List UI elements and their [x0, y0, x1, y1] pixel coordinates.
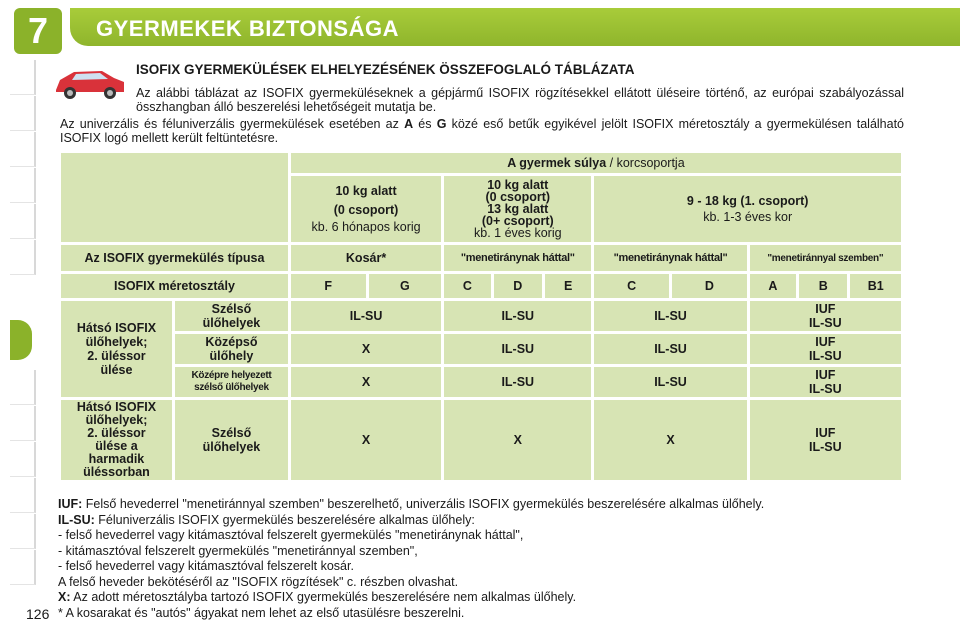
table-corner [61, 153, 288, 242]
text: IL-SU: [58, 512, 95, 527]
note-bullet: - felső hevederrel vagy kitámasztóval felszerelt kosár. [58, 559, 354, 573]
text: (0 csoport) [485, 190, 551, 204]
text: IL-SU [809, 440, 842, 454]
seat-middle [175, 334, 288, 364]
size-cell: F [291, 274, 366, 298]
text: és [413, 117, 437, 131]
text: ülőhelyek; [85, 413, 148, 427]
isofix-table [58, 150, 904, 483]
table-cell: X [594, 400, 746, 480]
chapter-tab[interactable] [10, 60, 36, 95]
chapter-tab[interactable] [10, 132, 36, 167]
text: 2. üléssor [87, 349, 146, 363]
text: kb. 1 éves korig [474, 226, 562, 240]
table-cell: IL-SU [594, 301, 746, 331]
text: kb. 6 hónapos korig [311, 220, 421, 234]
text: (0 csoport) [333, 203, 399, 217]
weight-header [291, 153, 901, 173]
size-cell: G [369, 274, 442, 298]
text: IUF: [58, 497, 83, 511]
text: 2. üléssor [87, 426, 146, 440]
seat-outer [175, 400, 288, 480]
table-cell [750, 334, 901, 364]
page-title: GYERMEKEK BIZTONSÁGA [96, 16, 399, 41]
table-cell: IL-SU [594, 334, 746, 364]
type-label: Az ISOFIX gyermekülés típusa [61, 245, 288, 271]
chapter-tab[interactable] [10, 550, 36, 585]
text: üléssorban [83, 465, 150, 479]
group-0-header [291, 176, 441, 242]
row-group-third-row [61, 400, 172, 480]
table-cell: X [291, 367, 441, 397]
size-cell: D [672, 274, 747, 298]
section-title: ISOFIX GYERMEKÜLÉSEK ELHELYEZÉSÉNEK ÖSSZEFOGLALÓ TÁBLÁZATA [136, 62, 635, 77]
type-rear-facing: "menetiránynak háttal" [444, 245, 591, 271]
table-cell: X [291, 334, 441, 364]
text: X: [58, 590, 71, 604]
chapter-tab[interactable] [10, 240, 36, 275]
text: A [404, 117, 414, 131]
text: ülőhely [209, 349, 254, 363]
text: Az univerzális és féluniverzális gyermekülések esetében az [60, 117, 405, 131]
chapter-tab[interactable] [10, 96, 36, 131]
text: Felső hevederrel "menetiránnyal szemben" beszerelhető, univerzális ISOFIX gyermekülés beszerelésére alkalmas ülőhely. [82, 497, 765, 511]
type-kosar: Kosár* [291, 245, 441, 271]
chapter-tab[interactable] [10, 370, 36, 405]
text: ülőhelyek [202, 440, 261, 454]
table-cell: X [444, 400, 591, 480]
text: 10 kg alatt [487, 178, 549, 192]
note-bullet: - kitámasztóval felszerelt gyermekülés "menetiránnyal szemben", [58, 543, 418, 558]
text: IL-SU [809, 316, 842, 330]
chapter-tab[interactable] [10, 168, 36, 203]
text: IUF [815, 368, 836, 382]
text: Féluniverzális ISOFIX gyermekülés beszerelésére alkalmas ülőhely: [94, 512, 475, 527]
car-icon [52, 62, 128, 102]
table-cell: IL-SU [444, 301, 591, 331]
chapter-tab[interactable] [10, 514, 36, 549]
text: (0+ csoport) [481, 214, 554, 228]
table-cell: IL-SU [594, 367, 746, 397]
chapter-tab[interactable] [10, 478, 36, 513]
type-rear-facing: "menetiránynak háttal" [594, 245, 746, 271]
size-cell: C [594, 274, 669, 298]
table-cell: IL-SU [444, 334, 591, 364]
table-cell: IL-SU [291, 301, 441, 331]
row-group-second-row [61, 301, 172, 397]
intro-paragraph: Az alábbi táblázat az ISOFIX gyermeküléseknek a gépjármű ISOFIX rögzítésekkel ellátott üléseire történő, az európai szabályozással összhangban álló beszerelési lehetőségeit mutatja be. [136, 86, 904, 114]
text: 13 kg alatt [487, 202, 549, 216]
table-cell [750, 400, 901, 480]
text: IL-SU [809, 349, 842, 363]
note-heveder: A felső heveder bekötéséről az "ISOFIX rögzítések" c. részben olvashat. [58, 574, 459, 589]
note-bullet: - felső hevederrel vagy kitámasztóval felszerelt gyermekülés "menetiránynak háttal", [58, 528, 524, 542]
intro-paragraph-2 [60, 117, 904, 145]
text: IUF [815, 302, 836, 316]
chapter-tabs [0, 60, 40, 580]
text: Középső [205, 335, 258, 349]
text: szélső ülőhelyek [194, 382, 269, 393]
text: Szélső [211, 302, 252, 316]
chapter-tab[interactable] [10, 204, 36, 239]
type-forward-facing: "menetiránnyal szemben" [750, 245, 901, 271]
size-cell: C [444, 274, 490, 298]
text: kb. 1-3 éves kor [703, 210, 793, 224]
text: 9 - 18 kg (1. csoport) [686, 194, 809, 208]
note-iuf [58, 497, 908, 513]
text: ülése a [95, 439, 138, 453]
chapter-tab[interactable] [10, 442, 36, 477]
text: 10 kg alatt [335, 184, 397, 198]
table-cell: IL-SU [444, 367, 591, 397]
size-cell: B [799, 274, 847, 298]
note-ilsu [58, 513, 908, 529]
text: ülőhelyek [202, 316, 261, 330]
chapter-tab[interactable] [10, 406, 36, 441]
text: harmadik [88, 452, 145, 466]
text: IL-SU [809, 382, 842, 396]
table-cell: X [291, 400, 441, 480]
text: közé eső betűk egyikével jelölt ISOFIX méretosztály a gyermekülésen található ISOFIX logó mellett került feltüntetésre. [60, 117, 905, 145]
text: A gyermek súlya [507, 156, 607, 170]
footnote: * A kosarakat és "autós" ágyakat nem lehet az első utasülésre beszerelni. [58, 606, 465, 620]
note-x [58, 590, 908, 606]
chapter-number: 7 [14, 8, 62, 54]
text: / korcsoportja [606, 156, 685, 170]
size-cell: B1 [850, 274, 901, 298]
text: Hátsó ISOFIX [76, 321, 157, 335]
seat-outer [175, 301, 288, 331]
size-label: ISOFIX méretosztály [61, 274, 288, 298]
page-header [0, 0, 960, 52]
text: IUF [815, 426, 836, 440]
group-1-header [594, 176, 901, 242]
text: Szélső [211, 426, 252, 440]
size-cell: E [545, 274, 591, 298]
legend-notes [58, 497, 908, 606]
table-cell [750, 367, 901, 397]
chapter-tab-icon[interactable] [10, 320, 32, 360]
size-cell: A [750, 274, 796, 298]
text: ülése [100, 363, 133, 377]
text: IUF [815, 335, 836, 349]
table-cell [750, 301, 901, 331]
text: Hátsó ISOFIX [76, 400, 157, 414]
text: G [436, 117, 447, 131]
seat-centered-outer [175, 367, 288, 397]
text: ülőhelyek; [85, 335, 148, 349]
group-0plus-header [444, 176, 591, 242]
page-number: 126 [26, 606, 50, 622]
text: Középre helyezett [191, 370, 272, 381]
size-cell: D [494, 274, 542, 298]
text: Az adott méretosztályba tartozó ISOFIX gyermekülés beszerelésére nem alkalmas ülőhely. [70, 590, 577, 604]
